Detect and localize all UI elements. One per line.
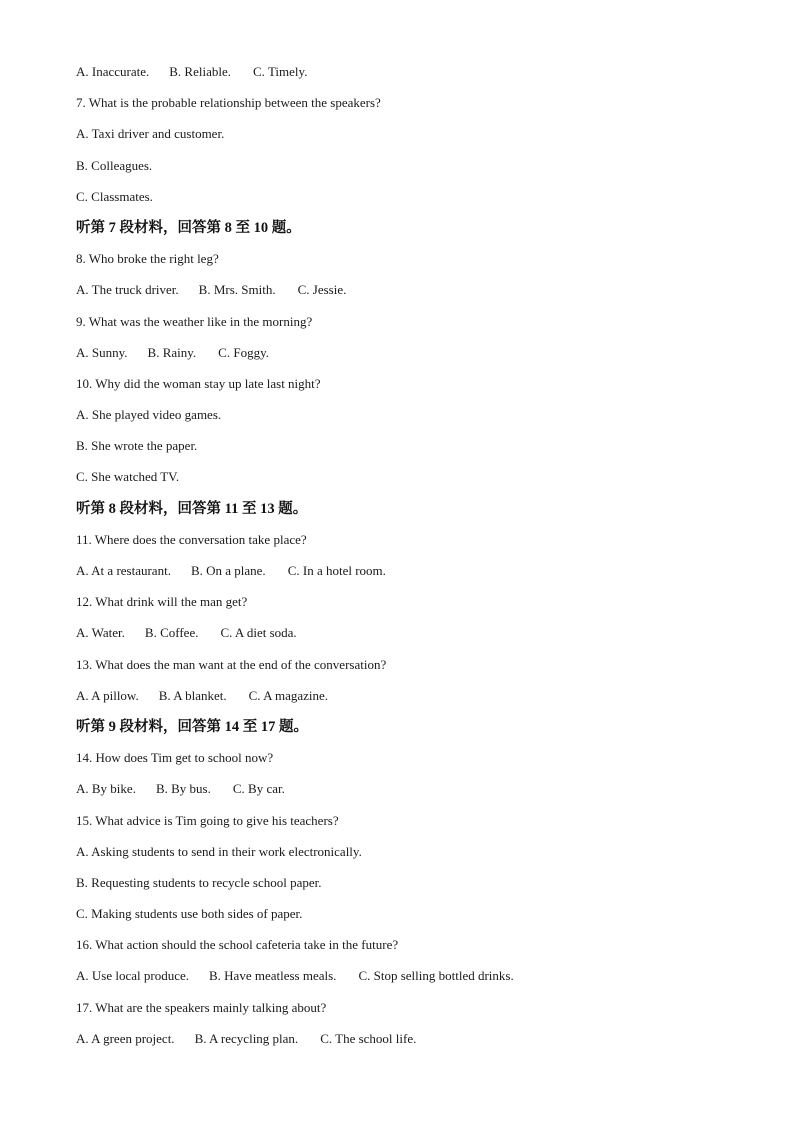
question-11: 11. Where does the conversation take place? bbox=[76, 531, 307, 547]
option-b[interactable]: B. A recycling plan. bbox=[194, 1030, 299, 1046]
option-c[interactable]: C. Foggy. bbox=[218, 344, 269, 360]
exam-page bbox=[76, 62, 756, 1060]
q10-option-b[interactable]: B. She wrote the paper. bbox=[76, 438, 198, 454]
q15-option-a[interactable]: A. Asking students to send in their work electronically. bbox=[76, 843, 362, 859]
q12-options bbox=[76, 623, 756, 654]
option-b[interactable]: B. A blanket. bbox=[158, 687, 227, 703]
q10-option-c[interactable]: C. She watched TV. bbox=[76, 469, 180, 485]
option-a[interactable]: A. At a restaurant. bbox=[76, 563, 171, 578]
option-c[interactable]: C. In a hotel room. bbox=[287, 563, 386, 578]
option-b[interactable]: B. Coffee. bbox=[144, 625, 199, 641]
option-c[interactable]: C. A diet soda. bbox=[220, 625, 297, 641]
q6-options bbox=[76, 62, 756, 93]
option-a[interactable]: A. The truck driver. bbox=[76, 282, 179, 298]
option-b[interactable]: B. Have meatless meals. bbox=[209, 968, 337, 984]
section-heading-7: 听第 7 段材料，回答第 8 至 10 题。 bbox=[76, 219, 301, 236]
option-c[interactable]: C. Stop selling bottled drinks. bbox=[358, 968, 514, 984]
q15-option-b[interactable]: B. Requesting students to recycle school paper. bbox=[76, 874, 322, 890]
option-c[interactable]: C. By car. bbox=[232, 781, 285, 797]
q7-option-a[interactable]: A. Taxi driver and customer. bbox=[76, 126, 225, 142]
question-9: 9. What was the weather like in the morning? bbox=[76, 313, 313, 329]
question-7: 7. What is the probable relationship between the speakers? bbox=[76, 95, 381, 111]
option-b[interactable]: B. On a plane. bbox=[190, 563, 266, 578]
q9-options bbox=[76, 343, 756, 374]
option-b[interactable]: B. By bus. bbox=[155, 781, 211, 797]
option-a[interactable]: A. A green project. bbox=[76, 1030, 175, 1046]
option-a[interactable]: A. Water. bbox=[76, 625, 125, 641]
section-heading-9: 听第 9 段材料，回答第 14 至 17 题。 bbox=[76, 718, 308, 735]
question-15: 15. What advice is Tim going to give his teachers? bbox=[76, 812, 339, 828]
option-a[interactable]: A. Sunny. bbox=[76, 344, 128, 360]
option-a[interactable]: A. Inaccurate. bbox=[76, 64, 150, 79]
q11-options bbox=[76, 561, 756, 592]
question-12: 12. What drink will the man get? bbox=[76, 594, 248, 610]
option-c[interactable]: C. Jessie. bbox=[297, 282, 347, 298]
q14-options bbox=[76, 779, 756, 810]
q7-option-b[interactable]: B. Colleagues. bbox=[76, 157, 153, 173]
question-10: 10. Why did the woman stay up late last night? bbox=[76, 375, 321, 391]
option-a[interactable]: A. By bike. bbox=[76, 781, 136, 797]
question-14: 14. How does Tim get to school now? bbox=[76, 750, 274, 766]
option-c[interactable]: C. Timely. bbox=[253, 64, 308, 79]
option-b[interactable]: B. Mrs. Smith. bbox=[198, 282, 276, 298]
option-c[interactable]: C. A magazine. bbox=[248, 687, 329, 703]
q8-options bbox=[76, 280, 756, 311]
option-c[interactable]: C. The school life. bbox=[320, 1030, 417, 1046]
q13-options bbox=[76, 686, 756, 717]
question-13: 13. What does the man want at the end of the conversation? bbox=[76, 656, 387, 672]
section-heading-8: 听第 8 段材料，回答第 11 至 13 题。 bbox=[76, 500, 308, 517]
q17-options bbox=[76, 1029, 756, 1060]
option-a[interactable]: A. A pillow. bbox=[76, 687, 139, 703]
question-16: 16. What action should the school cafeteria take in the future? bbox=[76, 937, 399, 953]
q10-option-a[interactable]: A. She played video games. bbox=[76, 407, 222, 423]
question-17: 17. What are the speakers mainly talking about? bbox=[76, 999, 327, 1015]
question-8: 8. Who broke the right leg? bbox=[76, 251, 219, 267]
q7-option-c[interactable]: C. Classmates. bbox=[76, 188, 153, 204]
q15-option-c[interactable]: C. Making students use both sides of paper. bbox=[76, 906, 303, 922]
q16-options bbox=[76, 966, 756, 997]
option-a[interactable]: A. Use local produce. bbox=[76, 968, 189, 984]
option-b[interactable]: B. Rainy. bbox=[147, 344, 197, 360]
option-b[interactable]: B. Reliable. bbox=[169, 64, 232, 79]
